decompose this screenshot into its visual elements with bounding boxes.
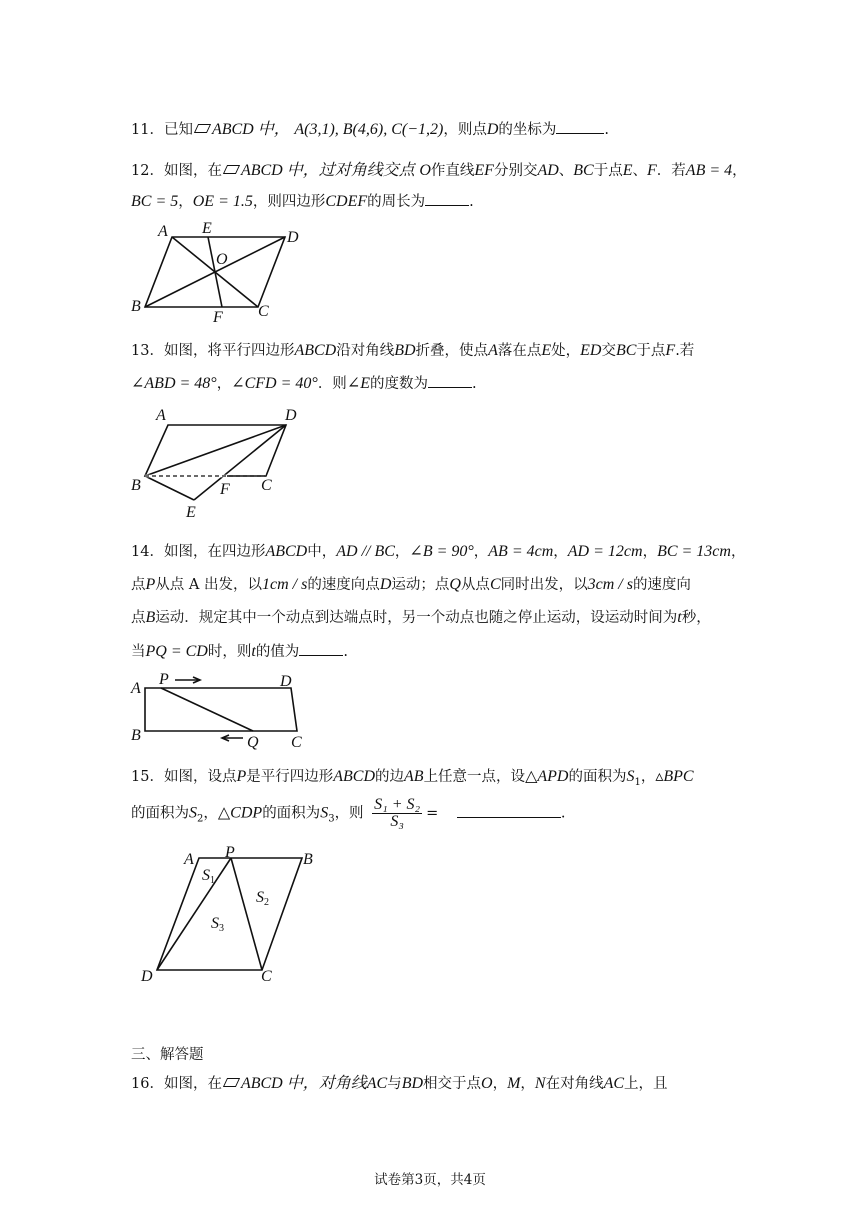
q15-text-line2: 的面积为$S_2$，△CDP的面积为$S_3$，则 $\frac{\text{S₁ + S₂}}{\text{S₃}}$ = . (131, 796, 566, 830)
fig-label-D: D (287, 229, 299, 246)
q16-text: 16．如图，在 ABCD 中，对角线AC与BD相交于点O，M，N在对角线AC上，且 (131, 1075, 668, 1092)
fig-label-S1: S1 (202, 867, 215, 886)
q11-text: 11．已知 ABCD 中， A(3,1), B(4,6), C(−1,2)，则点D的坐标为 . (131, 121, 609, 138)
fig-label-F: F (213, 309, 223, 323)
fig-label-C: C (258, 303, 269, 320)
fig-label-S3: S3 (211, 915, 224, 934)
parallelogram-icon (194, 124, 211, 133)
q12-text-line1: 12．如图，在 ABCD 中，过对角线交点 O作直线EF分别交AD、BC于点E、F．若AB = 4， (131, 162, 747, 179)
fig-label-E: E (202, 220, 212, 237)
fig-label-O: O (216, 251, 228, 268)
fig-label-Q: Q (247, 734, 259, 750)
fig-label-E: E (186, 504, 196, 521)
parallelogram-icon (223, 165, 240, 174)
fig-label-A: A (131, 680, 141, 697)
answer-blank[interactable] (299, 643, 343, 656)
fig-label-C: C (291, 734, 302, 750)
fig-label-C: C (261, 968, 272, 985)
fig-label-P: P (225, 844, 235, 861)
q12-figure (125, 218, 325, 323)
fig-label-D: D (285, 407, 297, 424)
fig-label-F: F (220, 481, 230, 498)
fig-label-D: D (280, 673, 292, 690)
fig-label-P: P (159, 671, 169, 688)
fig-label-B: B (131, 298, 141, 315)
page-footer: 试卷第3页，共4页 (374, 1172, 486, 1188)
fig-label-S2: S2 (256, 889, 269, 908)
q15-text-line1: 15．如图，设点P是平行四边形ABCD的边AB上任意一点，设△APD的面积为$S_1$，▵BPC (131, 768, 694, 788)
answer-blank[interactable] (428, 375, 472, 388)
fig-label-B: B (303, 851, 313, 868)
fig-label-A: A (156, 407, 166, 424)
q14-figure (125, 668, 325, 750)
q14-text-line2: 点P从点 A 出发，以1cm / s的速度向点D运动；点Q从点C同时出发，以3cm / s的速度向 (131, 576, 691, 593)
q12-text-line2: BC = 5，OE = 1.5，则四边形CDEF的周长为 . (131, 193, 474, 210)
q14-text-line3: 点B运动．规定其中一个动点到达端点时，另一个动点也随之停止运动，设运动时间为t秒， (131, 609, 711, 626)
answer-blank[interactable] (556, 121, 604, 134)
fig-label-D: D (141, 968, 153, 985)
fig-label-B: B (131, 477, 141, 494)
answer-blank[interactable] (457, 805, 561, 818)
q13-text-line2: ∠ABD = 48°，∠CFD = 40°．则∠E的度数为 . (131, 375, 477, 392)
q13-figure (125, 403, 325, 523)
fig-label-A: A (184, 851, 194, 868)
fig-label-C: C (261, 477, 272, 494)
q13-text-line1: 13．如图，将平行四边形ABCD沿对角线BD折叠，使点A落在点E处，ED交BC于点F.若 (131, 342, 695, 359)
answer-blank[interactable] (425, 193, 469, 206)
fig-label-B: B (131, 727, 141, 744)
q14-text-line4: 当PQ = CD时，则t的值为 . (131, 643, 348, 660)
q14-text-line1: 14．如图，在四边形ABCD中，AD // BC，∠B = 90°，AB = 4cm，AD = 12cm，BC = 13cm， (131, 543, 746, 560)
q15-figure (130, 840, 330, 988)
fraction: $\frac{\text{S₁ + S₂}}{\text{S₃}}$ (374, 796, 421, 830)
parallelogram-icon (223, 1078, 240, 1087)
section-heading: 三、解答题 (131, 1047, 204, 1063)
fig-label-A: A (158, 223, 168, 240)
